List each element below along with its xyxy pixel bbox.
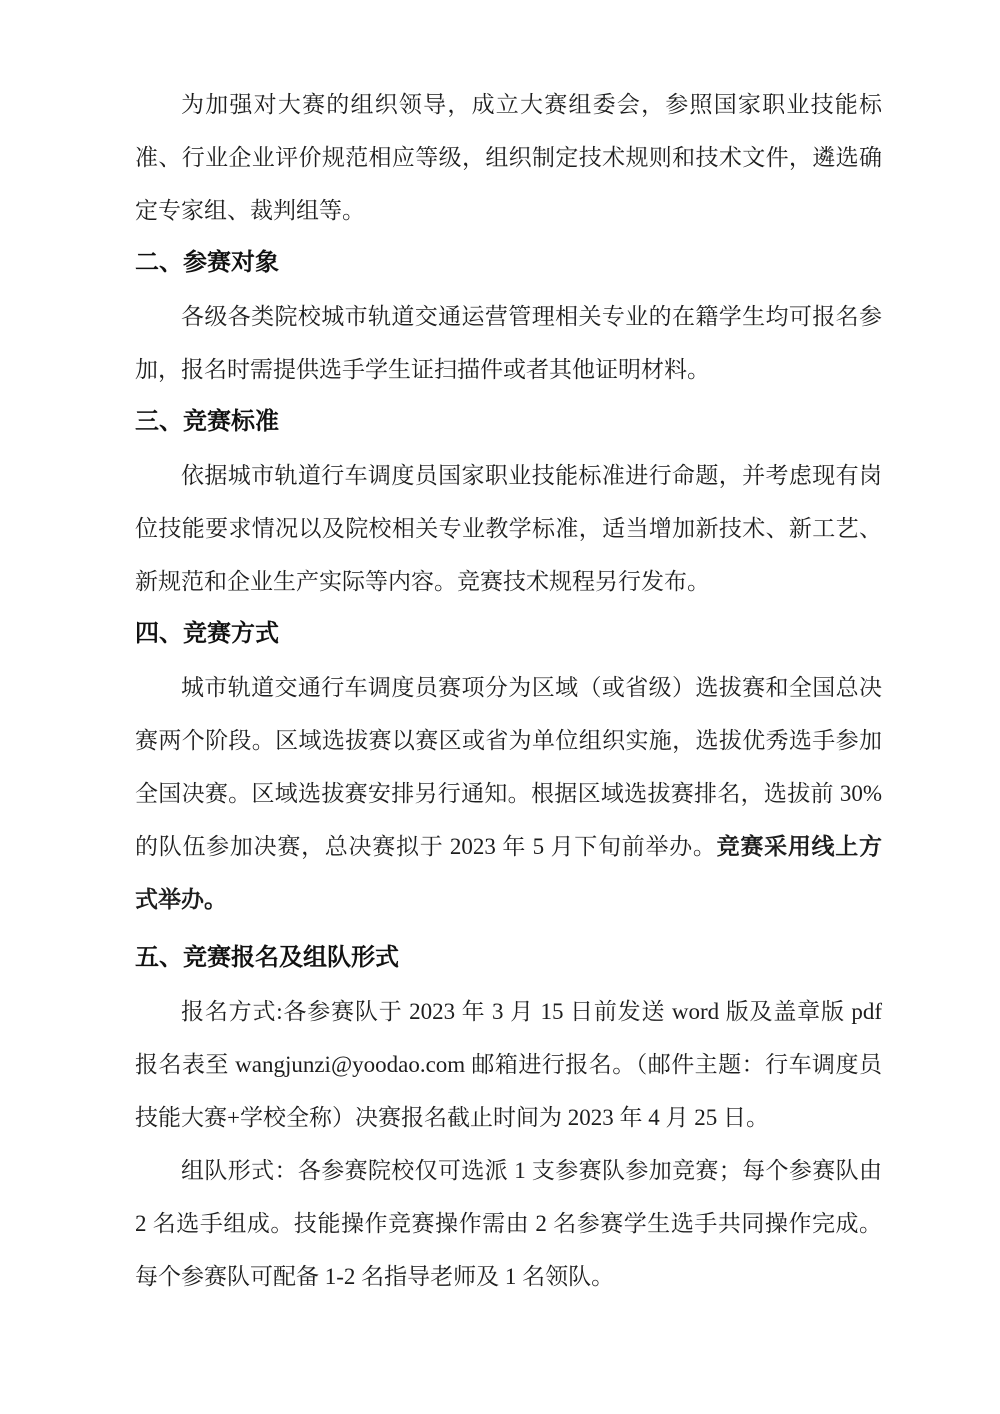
- section-competition-format: [135, 608, 882, 926]
- heading-competition-standards: 三、竞赛标准: [135, 409, 279, 435]
- paragraph-competition-standards: 依据城市轨道行车调度员国家职业技能标准进行命题，并考虑现有岗位技能要求情况以及院校相关专业教学标准，适当增加新技术、新工艺、新规范和企业生产实际等内容。竞赛技术规程另行发布。: [135, 463, 882, 594]
- section-registration-and-teams: [135, 932, 882, 1303]
- paragraph-participants: 各级各类院校城市轨道交通运营管理相关专业的在籍学生均可报名参加，报名时需提供选手学生证扫描件或者其他证明材料。: [135, 304, 882, 382]
- paragraph-competition-format-bold-online-note: 竞赛采用线上方式举办。: [135, 834, 883, 912]
- heading-competition-format: 四、竞赛方式: [135, 621, 279, 647]
- section-participants: [135, 237, 882, 396]
- heading-registration-and-teams: 五、竞赛报名及组队形式: [135, 945, 399, 971]
- section-competition-standards: [135, 396, 882, 608]
- paragraph-competition-format-text: 城市轨道交通行车调度员赛项分为区域（或省级）选拔赛和全国总决赛两个阶段。区域选拔赛以赛区或省为单位组织实施，选拔优秀选手参加全国决赛。区域选拔赛安排另行通知。根据区域选拔赛排名，选拔前 30%的队伍参加决赛，总决赛拟于 2023 年 5 月下旬前举办。: [135, 675, 882, 859]
- paragraph-competition-format: [135, 661, 882, 926]
- heading-participants: 二、参赛对象: [135, 250, 279, 276]
- paragraph-committee-organization: 为加强对大赛的组织领导，成立大赛组委会，参照国家职业技能标准、行业企业评价规范相应等级，组织制定技术规则和技术文件，遴选确定专家组、裁判组等。: [135, 92, 882, 223]
- paragraph-team-format: 组队形式：各参赛院校仅可选派 1 支参赛队参加竞赛；每个参赛队由 2 名选手组成。技能操作竞赛操作需由 2 名参赛学生选手共同操作完成。每个参赛队可配备 1-2 名指导老师及 1 名领队。: [135, 1158, 882, 1289]
- paragraph-registration-method: 报名方式:各参赛队于 2023 年 3 月 15 日前发送 word 版及盖章版 pdf 报名表至 wangjunzi@yoodao.com 邮箱进行报名。（邮件主题：行车调度员技能大赛+学校全称）决赛报名截止时间为 2023 年 4 月 25 日。: [135, 999, 882, 1130]
